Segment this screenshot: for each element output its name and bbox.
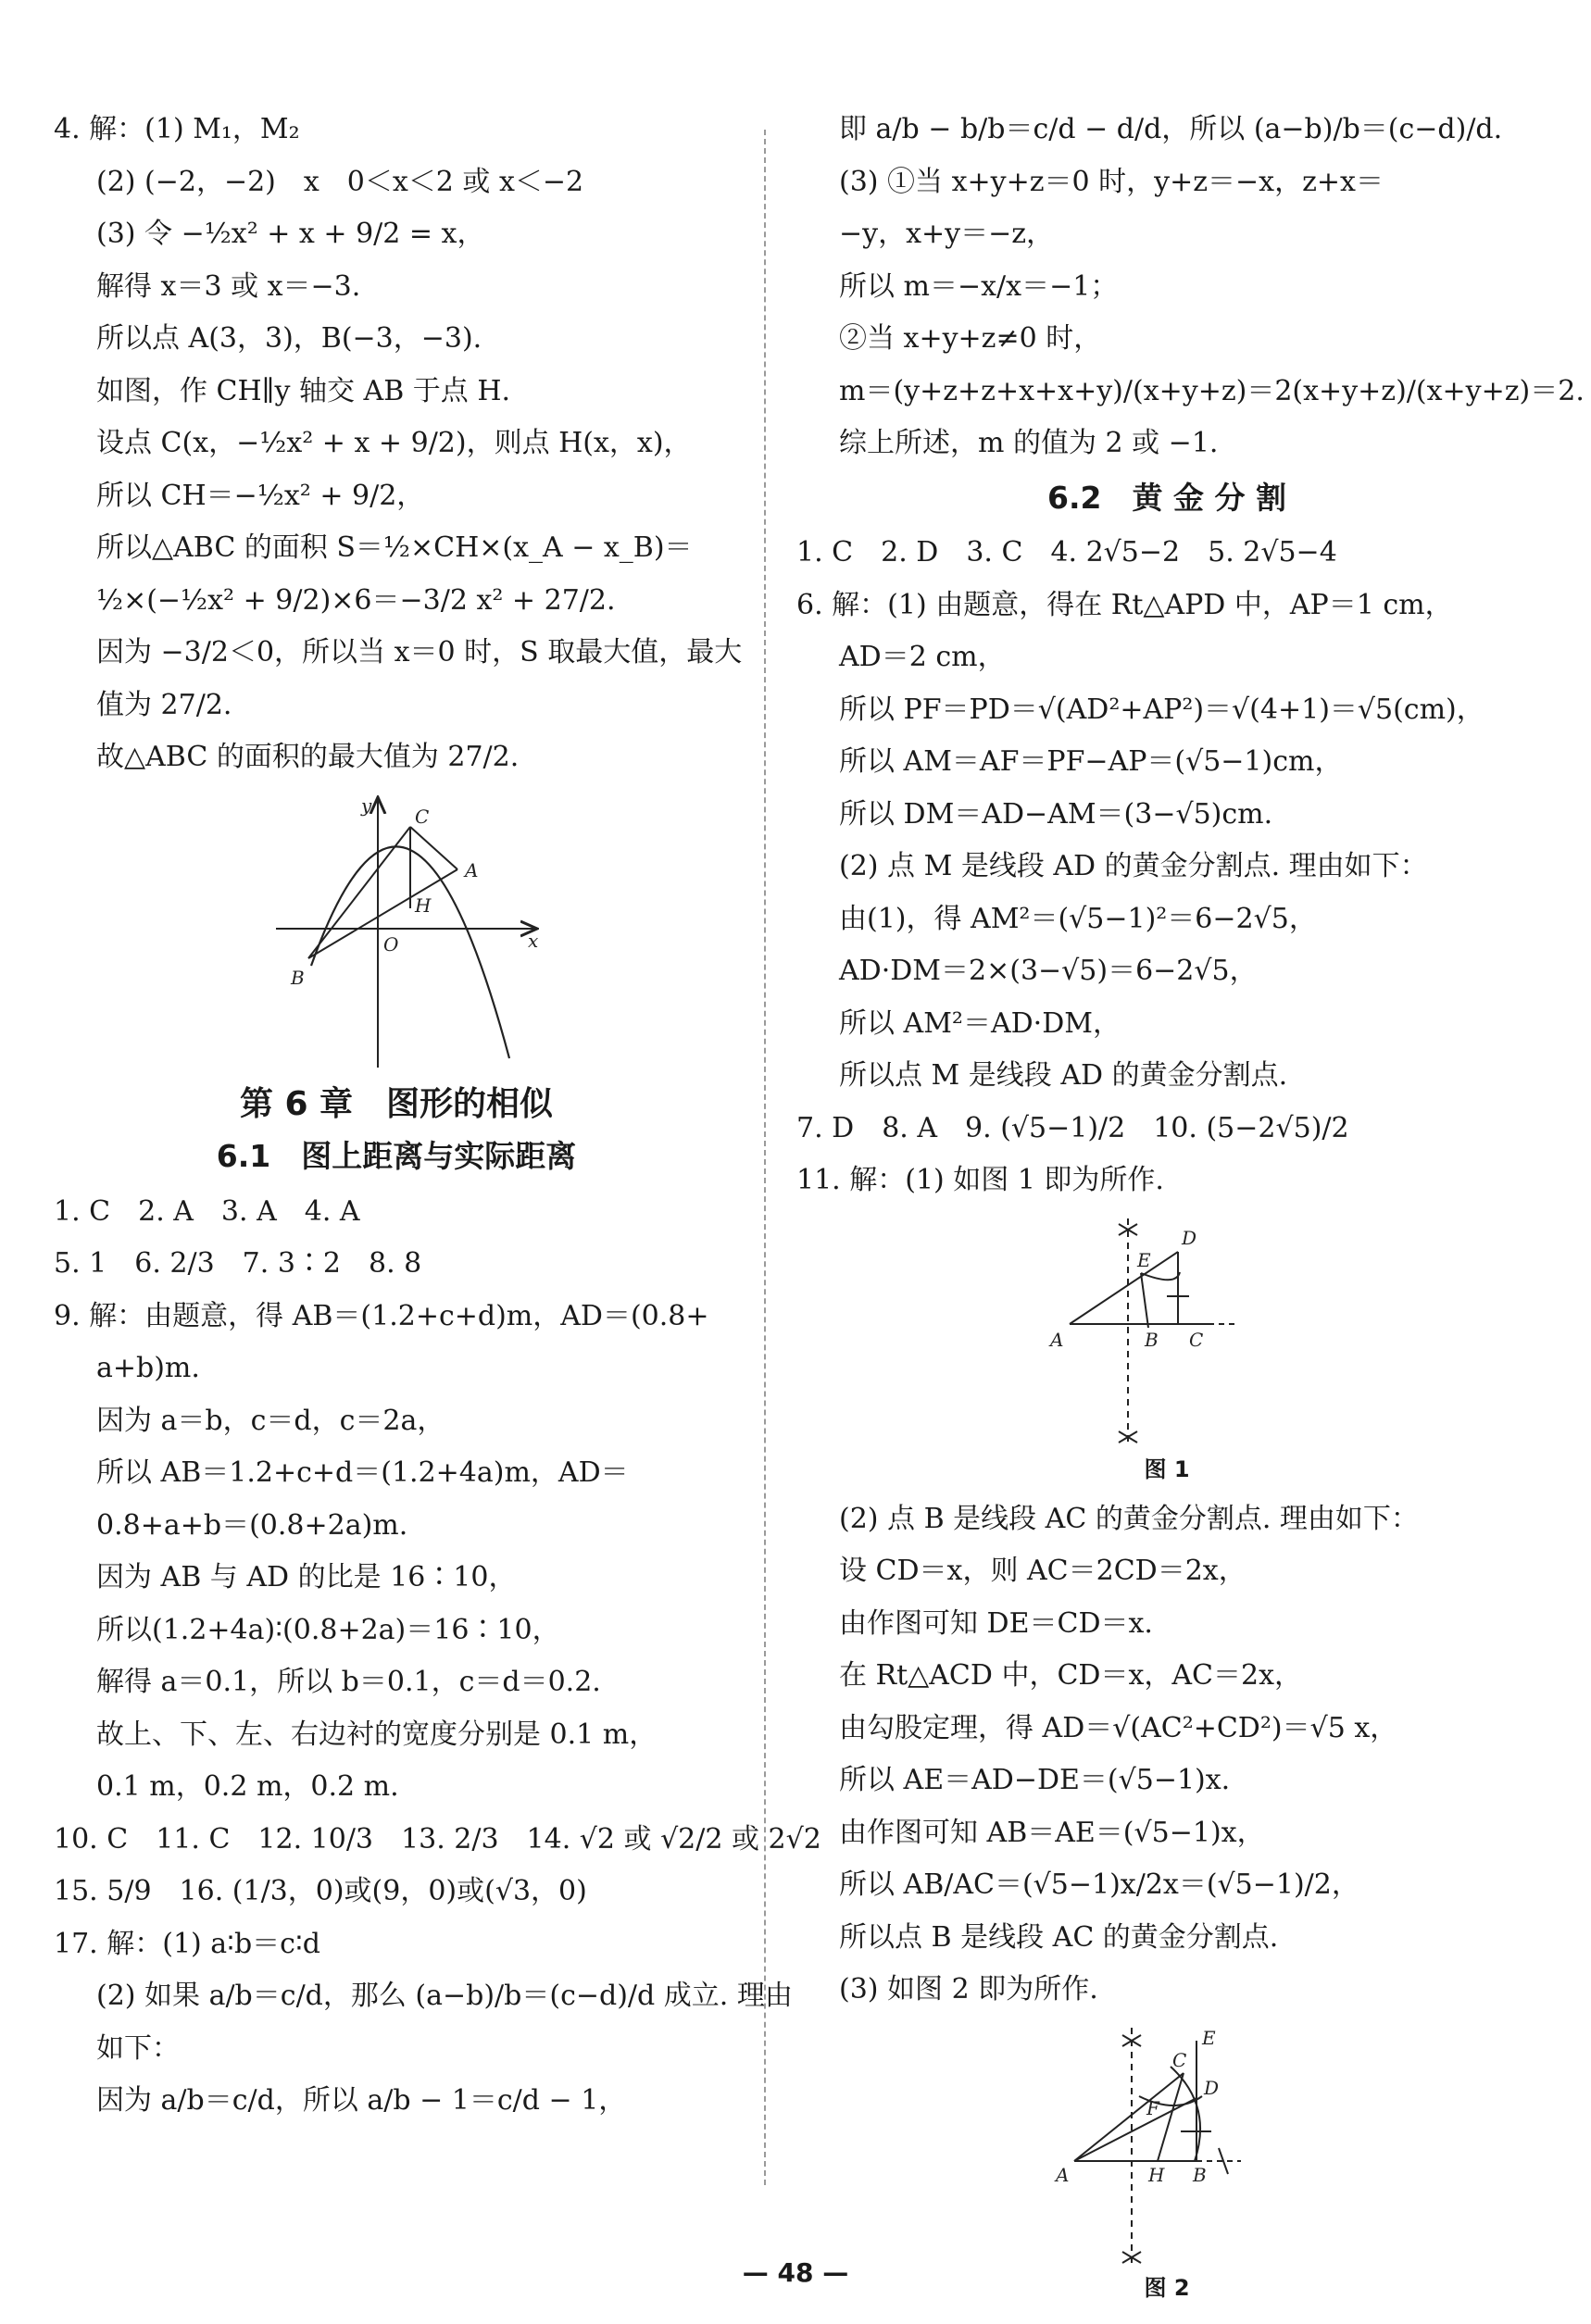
line: 故上、下、左、右边衬的宽度分别是 0.1 m，	[96, 1718, 658, 1751]
line: a+b)m.	[96, 1352, 200, 1385]
line: (2) 如果 a/b＝c/d，那么 (a−b)/b＝(c−d)/d 成立. 理由	[96, 1980, 793, 2013]
line: 所以 m＝−x/x＝−1；	[839, 269, 1119, 303]
line: (2) 点 M 是线段 AD 的黄金分割点. 理由如下：	[839, 850, 1428, 883]
line: 所以 AM＝AF＝PF−AP＝(√5−1)cm，	[839, 745, 1343, 779]
line: 如下：	[96, 2031, 180, 2065]
parabola-figure	[54, 790, 739, 1068]
line: m＝(y+z+z+x+x+y)/(x+y+z)＝2(x+y+z)/(x+y+z)＝2.	[839, 374, 1585, 407]
line: 所以(1.2+4a)∶(0.8+2a)＝16∶10，	[96, 1613, 560, 1646]
section-title-6-2: 6.2 黄 金 分 割	[1047, 479, 1286, 516]
line: 由(1)，得 AM²＝(√5−1)²＝6−2√5，	[839, 902, 1317, 935]
line: 15. 5/9 16. (1/3，0)或(9，0)或(√3，0)	[54, 1875, 587, 1908]
label-f: F	[1146, 2096, 1159, 2119]
line: 0.1 m，0.2 m，0.2 m.	[96, 1770, 399, 1804]
line: 因为 a＝b，c＝d，c＝2a，	[96, 1404, 445, 1437]
line: 1. C 2. A 3. A 4. A	[54, 1194, 360, 1228]
label-c: C	[1172, 2048, 1187, 2071]
figure-2	[796, 2022, 1537, 2272]
label-o: O	[383, 932, 399, 956]
line: 故△ABC 的面积的最大值为 27/2.	[96, 741, 520, 773]
line: 6. 解：(1) 由题意，得在 Rt△APD 中，AP＝1 cm，	[796, 588, 1453, 621]
line: −y，x+y＝−z，	[839, 218, 1055, 250]
line: (3) ①当 x+y+z＝0 时，y+z＝−x，z+x＝	[839, 165, 1384, 198]
label-e: E	[1202, 2026, 1216, 2049]
line: 综上所述，m 的值为 2 或 −1.	[839, 427, 1219, 459]
line: 所以 AM²＝AD·DM，	[839, 1006, 1121, 1040]
label-d: D	[1204, 2076, 1220, 2099]
label-a: A	[1056, 2163, 1070, 2186]
line: 所以点 B 是线段 AC 的黄金分割点.	[839, 1920, 1279, 1954]
segment-ad	[1070, 1252, 1178, 1324]
line: AD·DM＝2×(3−√5)＝6−2√5，	[839, 955, 1258, 988]
chapter-title: 第 6 章 图形的相似	[239, 1084, 554, 1123]
line: 所以 AB/AC＝(√5−1)x/2x＝(√5−1)/2，	[839, 1868, 1359, 1902]
line: 17. 解：(1) a∶b＝c∶d	[54, 1927, 320, 1960]
line: 所以 AE＝AD−DE＝(√5−1)x.	[839, 1764, 1231, 1797]
line: 9. 解：由题意，得 AB＝(1.2+c+d)m，AD＝(0.8+	[54, 1299, 709, 1332]
section-title-6-1: 6.1 图上距离与实际距离	[216, 1137, 577, 1174]
line: 1. C 2. D 3. C 4. 2√5−2 5. 2√5−4	[796, 536, 1337, 569]
line: 因为 a/b＝c/d，所以 a/b − 1＝c/d − 1，	[96, 2084, 627, 2118]
segment-ac	[1074, 2073, 1184, 2161]
line: 在 Rt△ACD 中，CD＝x，AC＝2x，	[839, 1659, 1303, 1693]
line: ②当 x+y+z≠0 时，	[839, 322, 1102, 355]
right-column	[796, 109, 1585, 2304]
line: (3) 如图 2 即为所作.	[839, 1973, 1098, 2006]
line: 10. C 11. C 12. 10/3 13. 2/3 14. √2 或 √2/2 或 2√2	[54, 1822, 821, 1855]
column-divider	[764, 130, 766, 2185]
line: 如图，作 CH∥y 轴交 AB 于点 H.	[96, 374, 511, 407]
label-x: x	[528, 929, 539, 952]
label-a: A	[1050, 1328, 1064, 1351]
line: (2) 点 B 是线段 AC 的黄金分割点. 理由如下：	[839, 1502, 1419, 1535]
page-number: — 48 —	[742, 2257, 849, 2288]
line: (3) 令 −½x² + x + 9/2 = x，	[96, 218, 485, 250]
line: 解得 a＝0.1，所以 b＝0.1，c＝d＝0.2.	[96, 1666, 601, 1699]
label-b: B	[291, 966, 305, 989]
left-column	[54, 109, 821, 2133]
label-b: B	[1193, 2163, 1207, 2186]
label-h: H	[415, 893, 432, 917]
line: 设 CD＝x，则 AC＝2CD＝2x，	[839, 1555, 1246, 1588]
label-e: E	[1137, 1248, 1151, 1271]
line: 设点 C(x，−½x² + x + 9/2)，则点 H(x，x)，	[96, 427, 692, 459]
label-y: y	[361, 793, 372, 817]
line: 4. 解：(1) M₁，M₂	[54, 113, 300, 145]
line: 7. D 8. A 9. (√5−1)/2 10. (5−2√5)/2	[796, 1111, 1349, 1144]
label-a: A	[465, 858, 479, 881]
label-b: B	[1145, 1328, 1159, 1351]
line: 所以点 M 是线段 AD 的黄金分割点.	[839, 1059, 1288, 1093]
line: 0.8+a+b＝(0.8+2a)m.	[96, 1508, 408, 1542]
line: 所以 PF＝PD＝√(AD²+AP²)＝√(4+1)＝√5(cm)，	[839, 693, 1485, 726]
segment-ca	[410, 827, 457, 869]
line: 因为 −3/2＜0，所以当 x＝0 时，S 取最大值，最大	[96, 636, 743, 668]
line: 解得 x＝3 或 x＝−3.	[96, 269, 361, 303]
line: 因为 AB 与 AD 的比是 16∶10，	[96, 1561, 517, 1594]
line: 由作图可知 AB＝AE＝(√5−1)x，	[839, 1816, 1265, 1849]
figure-2-caption: 图 2	[1144, 2274, 1190, 2301]
line: 值为 27/2.	[96, 688, 232, 721]
line: 所以△ABC 的面积 S＝½×CH×(x_A − x_B)＝	[96, 531, 693, 564]
line: 11. 解：(1) 如图 1 即为所作.	[796, 1164, 1164, 1197]
line: (2) (−2，−2) x 0＜x＜2 或 x＜−2	[96, 165, 584, 198]
arc-b	[1141, 1273, 1148, 1328]
label-h: H	[1148, 2163, 1165, 2186]
figure-1-caption: 图 1	[1144, 1456, 1190, 1482]
line: 所以 CH＝−½x² + 9/2，	[96, 479, 425, 512]
line: 所以 AB＝1.2+c+d＝(1.2+4a)m，AD＝	[96, 1456, 629, 1490]
line: 即 a/b − b/b＝c/d − d/d，所以 (a−b)/b＝(c−d)/d.	[839, 113, 1503, 145]
segment-ad	[1074, 2098, 1196, 2161]
line: ½×(−½x² + 9/2)×6＝−3/2 x² + 27/2.	[96, 583, 616, 617]
line: 5. 1 6. 2/3 7. 3∶2 8. 8	[54, 1247, 422, 1281]
figure-1	[796, 1213, 1537, 1454]
label-c: C	[1189, 1328, 1204, 1351]
line: 由作图可知 DE＝CD＝x.	[839, 1606, 1153, 1640]
label-d: D	[1182, 1226, 1197, 1249]
line: 所以点 A(3，3)，B(−3，−3).	[96, 322, 482, 355]
line: 由勾股定理，得 AD＝√(AC²+CD²)＝√5 x，	[839, 1711, 1398, 1744]
line: 所以 DM＝AD−AM＝(3−√5)cm.	[839, 797, 1273, 831]
line: AD＝2 cm，	[839, 641, 1006, 674]
label-c: C	[415, 805, 430, 828]
